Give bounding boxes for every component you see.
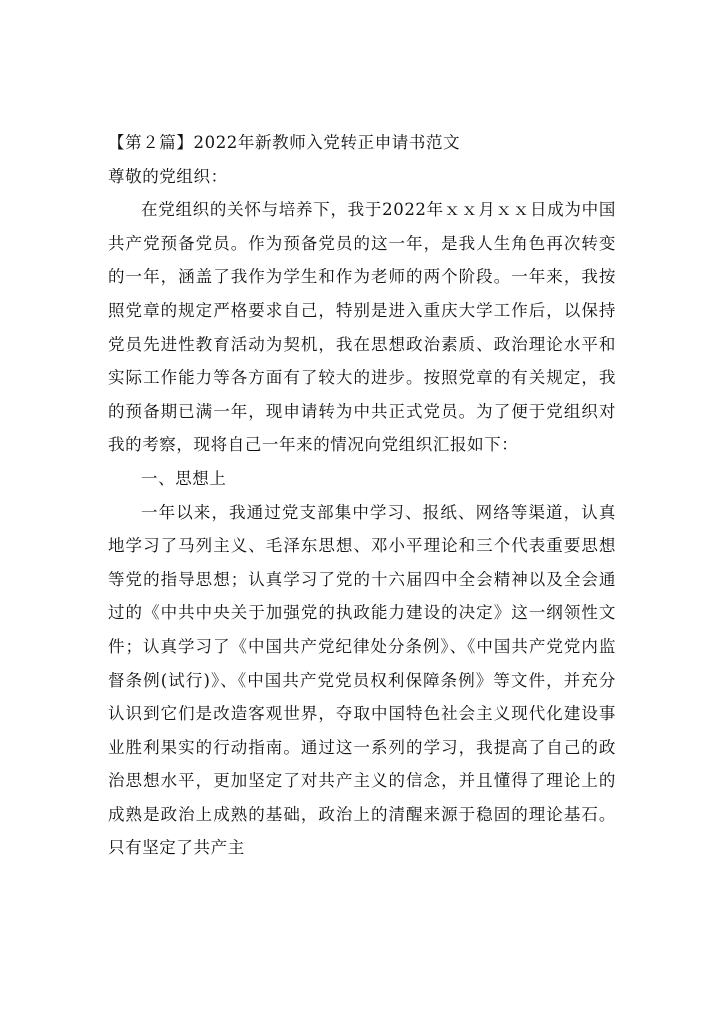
section-heading-thought: 一、思想上: [141, 468, 227, 488]
document-title: 【第２篇】2022年新教师入党转正申请书范文: [108, 133, 461, 152]
document-body: [108, 126, 616, 865]
paragraph-thought: 一年以来，我通过党支部集中学习、报纸、网络等渠道，认真地学习了马列主义、毛泽东思想、邓小平理论和三个代表重要思想等党的指导思想；认真学习了党的十六届四中全会精神以及全会通过的《中共中央关于加强党的执政能力建设的决定》这一纲领性文件；认真学习了《中国共产党纪律处分条例》、《中国共产党党内监督条例(试行)》、《中国共产党党员权利保障条例》等文件，并充分认识到它们是改造客观世界，夺取中国特色社会主义现代化建设事业胜利果实的行动指南。通过这一系列的学习，我提高了自己的政治思想水平，更加坚定了对共产主义的信念，并且懂得了理论上的成熟是政治上成熟的基础，政治上的清醒来源于稳固的理论基石。只有坚定了共产主: [108, 502, 616, 858]
paragraph-intro: 在党组织的关怀与培养下，我于2022年ｘｘ月ｘｘ日成为中国共产党预备党员。作为预备党员的这一年，是我人生角色再次转变的一年，涵盖了我作为学生和作为老师的两个阶段。一年来，我按照党章的规定严格要求自己，特别是进入重庆大学工作后，以保持党员先进性教育活动为契机，我在思想政治素质、政治理论水平和实际工作能力等各方面有了较大的进步。按照党章的有关规定，我的预备期已满一年，现申请转为中共正式党员。为了便于党组织对我的考察，现将自己一年来的情况向党组织汇报如下：: [108, 200, 616, 455]
salutation: 尊敬的党组织：: [108, 166, 228, 186]
